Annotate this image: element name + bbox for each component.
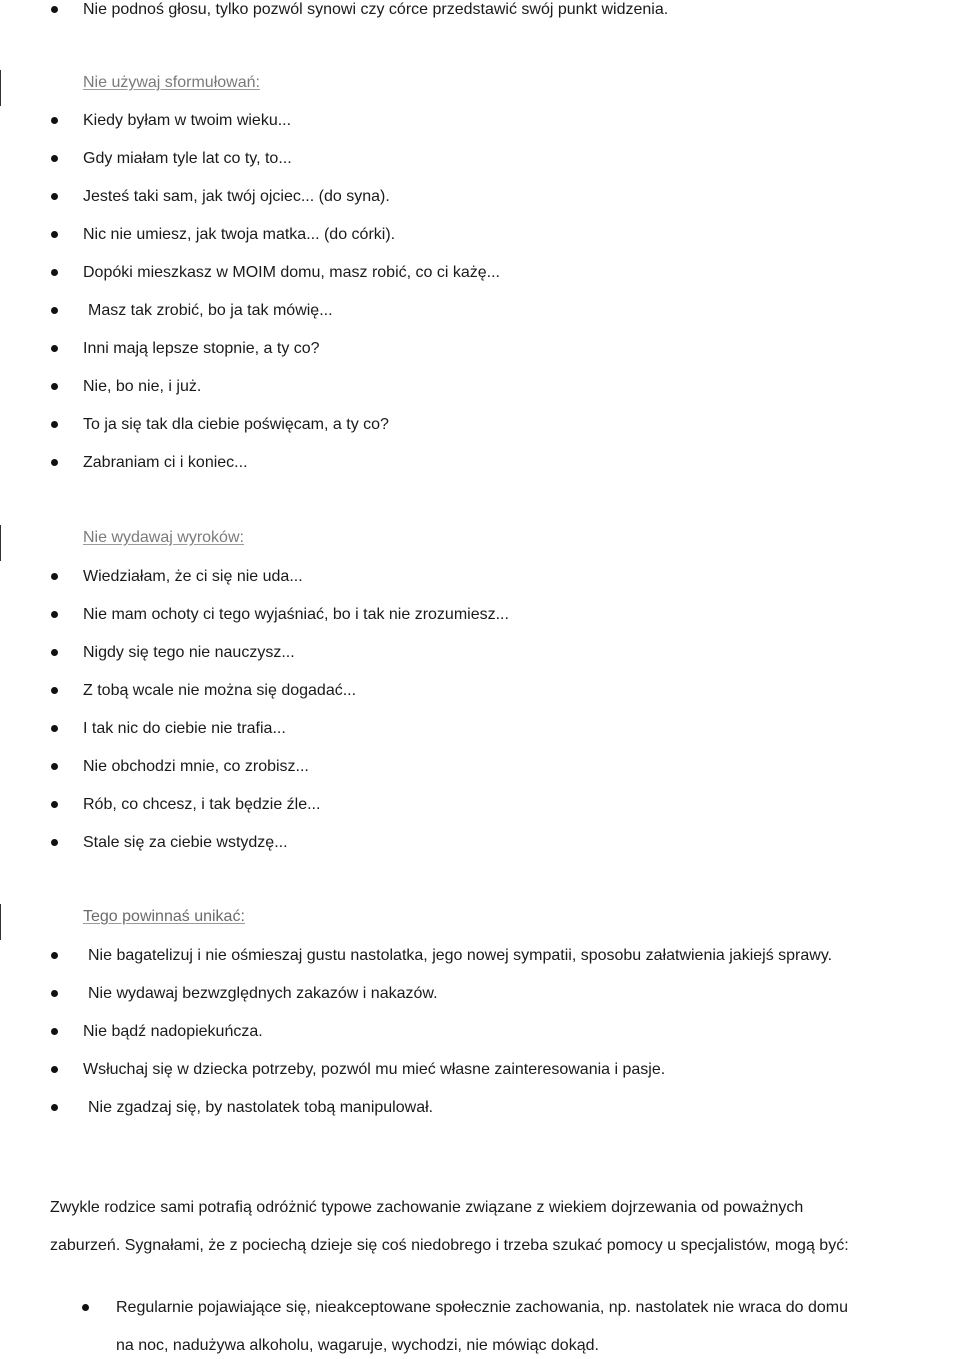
list-item: I tak nic do ciebie nie trafia... (83, 720, 286, 737)
list-item: Nie, bo nie, i już. (83, 378, 202, 395)
margin-bar (0, 525, 1, 561)
list-item-continuation: na noc, nadużywa alkoholu, wagaruje, wychodzi, nie mówiąc dokąd. (116, 1337, 599, 1354)
list-item: Nie podnoś głosu, tylko pozwól synowi czy córce przedstawić swój punkt widzenia. (83, 1, 669, 18)
bullet-icon (51, 573, 58, 580)
list-item: Nie mam ochoty ci tego wyjaśniać, bo i tak nie zrozumiesz... (83, 606, 509, 623)
list-item: Zabraniam ci i koniec... (83, 454, 248, 471)
bullet-icon (51, 952, 58, 959)
list-item: Nie wydawaj bezwzględnych zakazów i nakazów. (88, 985, 438, 1002)
bullet-icon (51, 155, 58, 162)
list-item: Stale się za ciebie wstydzę... (83, 834, 288, 851)
bullet-icon (51, 117, 58, 124)
section-heading: Nie używaj sformułowań: (83, 74, 260, 91)
bullet-icon (51, 990, 58, 997)
section-heading: Nie wydawaj wyroków: (83, 529, 244, 546)
list-item: Dopóki mieszkasz w MOIM domu, masz robić, co ci każę... (83, 264, 500, 281)
list-item: Wiedziałam, że ci się nie uda... (83, 568, 303, 585)
bullet-icon (51, 649, 58, 656)
bullet-icon (51, 307, 58, 314)
list-item: Masz tak zrobić, bo ja tak mówię... (88, 302, 333, 319)
list-item: Z tobą wcale nie można się dogadać... (83, 682, 357, 699)
section-heading: Tego powinnaś unikać: (83, 908, 245, 925)
list-item: Nie obchodzi mnie, co zrobisz... (83, 758, 309, 775)
paragraph-line: zaburzeń. Sygnałami, że z pociechą dzieje się coś niedobrego i trzeba szukać pomocy u specjalistów, mogą być: (50, 1237, 849, 1254)
bullet-icon (51, 459, 58, 466)
bullet-icon (51, 269, 58, 276)
list-item: Gdy miałam tyle lat co ty, to... (83, 150, 292, 167)
bullet-icon (51, 687, 58, 694)
bullet-icon (51, 193, 58, 200)
list-item: To ja się tak dla ciebie poświęcam, a ty co? (83, 416, 389, 433)
bullet-icon (51, 1066, 58, 1073)
bullet-icon (51, 839, 58, 846)
list-item: Nie bagatelizuj i nie ośmieszaj gustu nastolatka, jego nowej sympatii, sposobu załatwienia jakiejś sprawy. (88, 947, 833, 964)
list-item: Regularnie pojawiające się, nieakceptowane społecznie zachowania, np. nastolatek nie wraca do domu (116, 1299, 849, 1316)
list-item: Nic nie umiesz, jak twoja matka... (do córki). (83, 226, 396, 243)
list-item: Nigdy się tego nie nauczysz... (83, 644, 295, 661)
bullet-icon (51, 801, 58, 808)
list-item: Rób, co chcesz, i tak będzie źle... (83, 796, 321, 813)
list-item: Nie zgadzaj się, by nastolatek tobą manipulował. (88, 1099, 434, 1116)
bullet-icon (82, 1304, 89, 1311)
margin-bar (0, 904, 1, 940)
list-item: Nie bądź nadopiekuńcza. (83, 1023, 263, 1040)
bullet-icon (51, 383, 58, 390)
bullet-icon (51, 725, 58, 732)
bullet-icon (51, 763, 58, 770)
bullet-icon (51, 421, 58, 428)
list-item: Wsłuchaj się w dziecka potrzeby, pozwól mu mieć własne zainteresowania i pasje. (83, 1061, 666, 1078)
margin-bar (0, 70, 1, 106)
list-item: Jesteś taki sam, jak twój ojciec... (do syna). (83, 188, 390, 205)
list-item: Kiedy byłam w twoim wieku... (83, 112, 292, 129)
bullet-icon (51, 611, 58, 618)
bullet-icon (51, 6, 58, 13)
paragraph-line: Zwykle rodzice sami potrafią odróżnić typowe zachowanie związane z wiekiem dojrzewania od poważnych (50, 1199, 804, 1216)
bullet-icon (51, 345, 58, 352)
bullet-icon (51, 231, 58, 238)
bullet-icon (51, 1028, 58, 1035)
list-item: Inni mają lepsze stopnie, a ty co? (83, 340, 320, 357)
bullet-icon (51, 1104, 58, 1111)
